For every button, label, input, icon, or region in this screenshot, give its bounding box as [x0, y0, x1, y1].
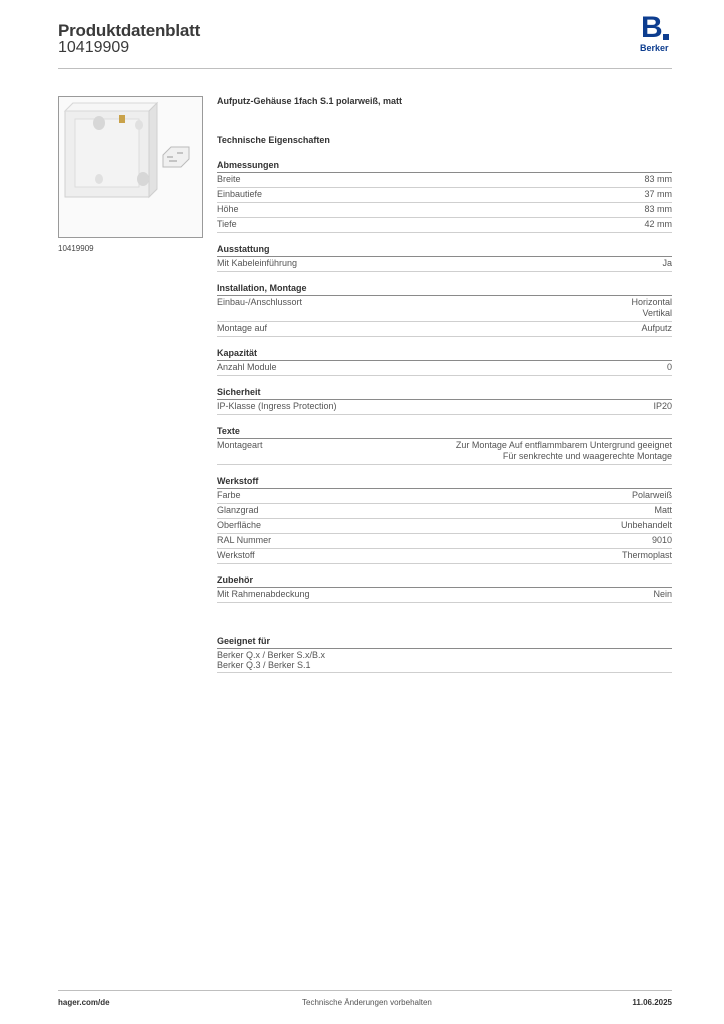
spec-value: Thermoplast [621, 550, 672, 560]
spec-row [217, 361, 672, 376]
logo-word: Berker [640, 43, 669, 53]
spec-row [217, 173, 672, 188]
spec-section [217, 387, 672, 415]
spec-row [217, 188, 672, 203]
section-title: Zubehör [217, 575, 672, 588]
spec-value: Aufputz [641, 323, 672, 333]
section-title: Texte [217, 426, 672, 439]
spec-section [217, 348, 672, 376]
spec-row [217, 400, 672, 415]
logo-letter: B [641, 11, 663, 44]
spec-label: Glanzgrad [217, 505, 259, 515]
spec-value: 0 [666, 362, 672, 372]
spec-row [217, 439, 672, 465]
spec-section [217, 283, 672, 337]
suitable-section [217, 636, 672, 673]
spec-label: Tiefe [217, 219, 237, 229]
spec-row [217, 588, 672, 603]
spec-row [217, 534, 672, 549]
product-name: Aufputz-Gehäuse 1fach S.1 polarweiß, matt [217, 96, 403, 106]
spec-label: Einbau-/Anschlussort [217, 297, 303, 307]
logo-dot [663, 34, 669, 40]
spec-row [217, 549, 672, 564]
spec-label: Einbautiefe [217, 189, 263, 199]
spec-label: Mit Rahmenabdeckung [217, 589, 310, 599]
section-title: Abmessungen [217, 160, 672, 173]
section-title: Installation, Montage [217, 283, 672, 296]
spec-value: 37 mm [644, 189, 672, 199]
spec-row [217, 218, 672, 233]
footer-date: 11.06.2025 [632, 998, 672, 1007]
spec-value: Polarweiß [631, 490, 672, 500]
image-caption: 10419909 [58, 244, 94, 253]
spec-label: Breite [217, 174, 241, 184]
spec-value: 9010 [651, 535, 672, 545]
suitable-lines [217, 649, 672, 673]
spec-label: Anzahl Module [217, 362, 277, 372]
spec-section [217, 476, 672, 564]
section-title: Sicherheit [217, 387, 672, 400]
spec-value: Zur Montage Auf entflammbarem Untergrund geeignet Für senkrechte und waagerechte Montage [455, 440, 672, 461]
spec-section [217, 160, 672, 233]
suitable-title: Geeignet für [217, 636, 672, 649]
spec-label: Werkstoff [217, 550, 255, 560]
header-divider [58, 68, 672, 69]
spec-value: 42 mm [644, 219, 672, 229]
tech-heading: Technische Eigenschaften [217, 135, 330, 145]
spec-value: Matt [654, 505, 672, 515]
spec-label: Farbe [217, 490, 241, 500]
spec-value: Horizontal Vertikal [631, 297, 672, 318]
berker-logo [640, 11, 674, 55]
suitable-line: Berker Q.x / Berker S.x/B.x [217, 650, 326, 660]
spec-value: 83 mm [644, 204, 672, 214]
spec-section [217, 244, 672, 272]
spec-row [217, 489, 672, 504]
spec-row [217, 322, 672, 337]
product-image [58, 96, 203, 238]
spec-section [217, 575, 672, 603]
spec-value: Unbehandelt [620, 520, 672, 530]
product-details [217, 96, 672, 673]
spec-value: Nein [653, 589, 672, 599]
footer-notice: Technische Änderungen vorbehalten [302, 998, 432, 1007]
page-title: Produktdatenblatt [58, 21, 201, 40]
spec-label: IP-Klasse (Ingress Protection) [217, 401, 337, 411]
spec-sections [217, 160, 672, 603]
spec-value: IP20 [653, 401, 672, 411]
spec-value: 83 mm [644, 174, 672, 184]
section-title: Kapazität [217, 348, 672, 361]
spec-label: Montage auf [217, 323, 268, 333]
spec-row [217, 504, 672, 519]
footer-website[interactable]: hager.com/de [58, 998, 110, 1007]
spec-row [217, 203, 672, 218]
spec-section [217, 426, 672, 465]
section-title: Ausstattung [217, 244, 672, 257]
spec-label: Höhe [217, 204, 239, 214]
spec-row [217, 296, 672, 322]
footer-divider [58, 990, 672, 991]
suitable-line: Berker Q.3 / Berker S.1 [217, 659, 311, 670]
spec-value: Ja [662, 258, 672, 268]
article-number: 10419909 [58, 39, 130, 56]
spec-label: RAL Nummer [217, 535, 272, 545]
spec-label: Mit Kabeleinführung [217, 258, 298, 268]
spec-row [217, 519, 672, 534]
section-title: Werkstoff [217, 476, 672, 489]
spec-label: Oberfläche [217, 520, 262, 530]
surface-mounted-box-photo [59, 97, 202, 237]
spec-row [217, 257, 672, 272]
spec-label: Montageart [217, 440, 263, 450]
